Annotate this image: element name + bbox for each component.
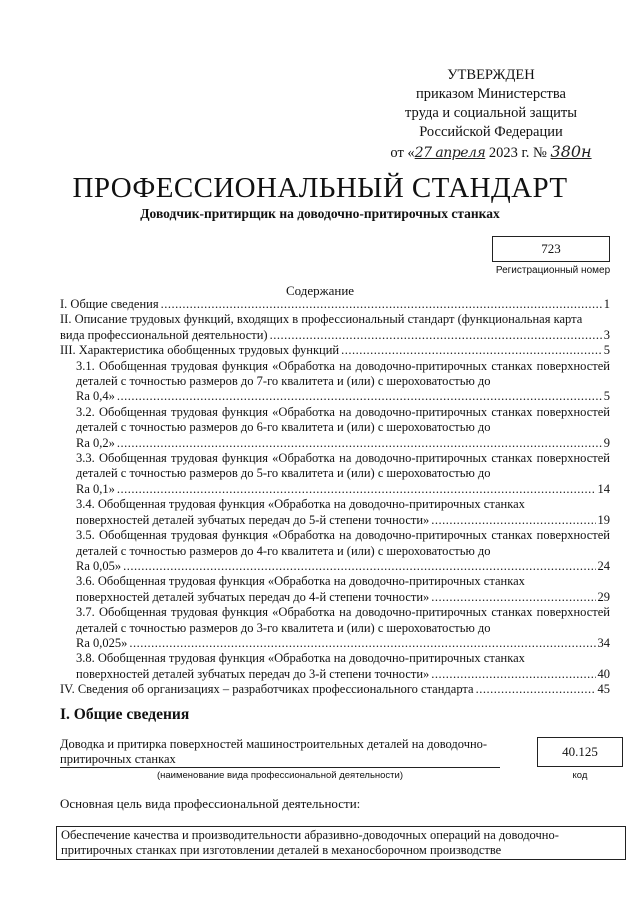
activity-code-label: код	[572, 770, 588, 781]
toc-item-3-5[interactable]	[60, 528, 610, 574]
order-line	[360, 142, 622, 163]
toc-item-3-3[interactable]	[60, 451, 610, 497]
toc-item-3-4[interactable]	[60, 497, 610, 528]
toc-item-page: 14	[597, 481, 610, 496]
toc-item-page: 29	[597, 589, 610, 604]
toc-item-text: II. Описание трудовых функций, входящих в профессиональный стандарт (функциональная карта	[60, 312, 583, 327]
registration-number-label: Регистрационный номер	[495, 265, 611, 276]
goal-text-box: Обеспечение качества и производительности абразивно-доводочных операций на доводочно-притирочных станках при изготовлении деталей в механосборочном производстве	[56, 826, 626, 860]
registration-number-box: 723	[492, 236, 610, 262]
document-title: ПРОФЕССИОНАЛЬНЫЙ СТАНДАРТ	[72, 172, 568, 204]
document-subtitle: Доводчик-притирщик на доводочно-притирочных станках	[140, 206, 500, 221]
toc-item-text: 3.7. Обобщенная трудовая функция «Обработка на доводочно-притирочных станках поверхностей деталей с точностью размеров до 3-го квалитета и (или) с шероховатостью до	[76, 605, 610, 635]
order-prefix: от «	[390, 145, 415, 161]
toc-item-title: Ra 0,05»	[76, 558, 122, 573]
toc-item-page: 1	[603, 297, 610, 311]
section-1-heading: I. Общие сведения	[60, 706, 190, 723]
toc-item-page: 5	[603, 389, 610, 404]
toc-item-page: 34	[597, 635, 610, 650]
toc-item-page: 5	[603, 343, 610, 358]
toc-item-3-1[interactable]	[60, 359, 610, 405]
toc-leader-dots	[431, 590, 595, 605]
toc-leader-dots	[431, 667, 595, 682]
toc-leader-dots	[341, 343, 602, 358]
toc-leader-dots	[129, 636, 595, 651]
toc-item-text: 3.8. Обобщенная трудовая функция «Обработка на доводочно-притирочных станках	[76, 651, 525, 666]
toc-item-text: 3.5. Обобщенная трудовая функция «Обработка на доводочно-притирочных станках поверхностей деталей с точностью размеров до 4-го квалитета и (или) с шероховатостью до	[76, 528, 610, 558]
toc-item-title: Ra 0,4»	[76, 389, 115, 404]
approval-line-4: Российской Федерации	[419, 124, 563, 140]
toc-item-title: I. Общие сведения	[60, 297, 159, 311]
toc-item-page: 45	[597, 682, 610, 697]
toc-leader-dots	[117, 436, 602, 451]
activity-underline	[60, 767, 500, 768]
table-of-contents	[60, 297, 610, 698]
toc-item-page: 3	[603, 327, 610, 342]
toc-item-title: вида профессиональной деятельности)	[60, 327, 268, 342]
approval-block	[360, 66, 622, 163]
toc-leader-dots	[123, 559, 595, 574]
toc-leader-dots	[161, 297, 602, 312]
toc-item-page: 9	[603, 435, 610, 450]
toc-item-page: 40	[597, 666, 610, 681]
order-number-handwritten: 380н	[550, 142, 592, 161]
toc-item-3-2[interactable]	[60, 405, 610, 451]
toc-item-title: Ra 0,1»	[76, 481, 115, 496]
toc-item-3-8[interactable]	[60, 651, 610, 682]
goal-label: Основная цель вида профессиональной деятельности:	[60, 796, 361, 811]
toc-item-text: 3.6. Обобщенная трудовая функция «Обработка на доводочно-притирочных станках	[76, 574, 525, 589]
approval-line-3: труда и социальной защиты	[405, 105, 577, 121]
toc-leader-dots	[270, 328, 602, 343]
toc-item-text: 3.3. Обобщенная трудовая функция «Обработка на доводочно-притирочных станках поверхностей деталей с точностью размеров до 5-го квалитета и (или) с шероховатостью до	[76, 451, 610, 481]
toc-leader-dots	[431, 513, 595, 528]
toc-leader-dots	[476, 682, 596, 697]
activity-code-box: 40.125	[537, 737, 623, 767]
toc-item-4[interactable]	[60, 682, 610, 697]
toc-item-text: 3.2. Обобщенная трудовая функция «Обработка на доводочно-притирочных станках поверхностей деталей с точностью размеров до 6-го квалитета и (или) с шероховатостью до	[76, 404, 610, 435]
approval-line-2: приказом Министерства	[416, 86, 566, 102]
activity-caption: (наименование вида профессиональной деятельности)	[156, 770, 404, 781]
toc-item-1[interactable]	[60, 297, 610, 312]
toc-item-3[interactable]	[60, 343, 610, 358]
toc-item-page: 19	[597, 512, 610, 527]
toc-item-page: 24	[597, 558, 610, 573]
toc-item-title: III. Характеристика обобщенных трудовых функций	[60, 343, 340, 358]
toc-item-title: IV. Сведения об организациях – разработчиках профессионального стандарта	[60, 682, 474, 697]
order-mid: 2023 г. №	[488, 145, 547, 161]
toc-item-2[interactable]	[60, 312, 610, 343]
toc-leader-dots	[117, 389, 602, 404]
toc-item-text: 3.1. Обобщенная трудовая функция «Обработка на доводочно-притирочных станках поверхностей деталей с точностью размеров до 7-го квалитета и (или) с шероховатостью до	[76, 358, 610, 389]
toc-item-title: поверхностей деталей зубчатых передач до 4-й степени точности»	[76, 589, 430, 604]
toc-leader-dots	[117, 482, 596, 497]
toc-item-3-6[interactable]	[60, 574, 610, 605]
toc-item-title: Ra 0,025»	[76, 635, 128, 650]
approval-line-1: УТВЕРЖДЕН	[447, 67, 535, 83]
toc-heading: Содержание	[285, 283, 355, 298]
toc-item-3-7[interactable]	[60, 605, 610, 651]
toc-item-title: поверхностей деталей зубчатых передач до 3-й степени точности»	[76, 666, 430, 681]
toc-item-title: поверхностей деталей зубчатых передач до 5-й степени точности»	[76, 512, 430, 527]
toc-item-text: 3.4. Обобщенная трудовая функция «Обработка на доводочно-притирочных станках	[76, 497, 525, 512]
order-date-handwritten: 27 апреля	[414, 145, 486, 161]
activity-name: Доводка и притирка поверхностей машиностроительных деталей на доводочно-притирочных станках	[60, 737, 488, 767]
toc-item-title: Ra 0,2»	[76, 435, 115, 450]
